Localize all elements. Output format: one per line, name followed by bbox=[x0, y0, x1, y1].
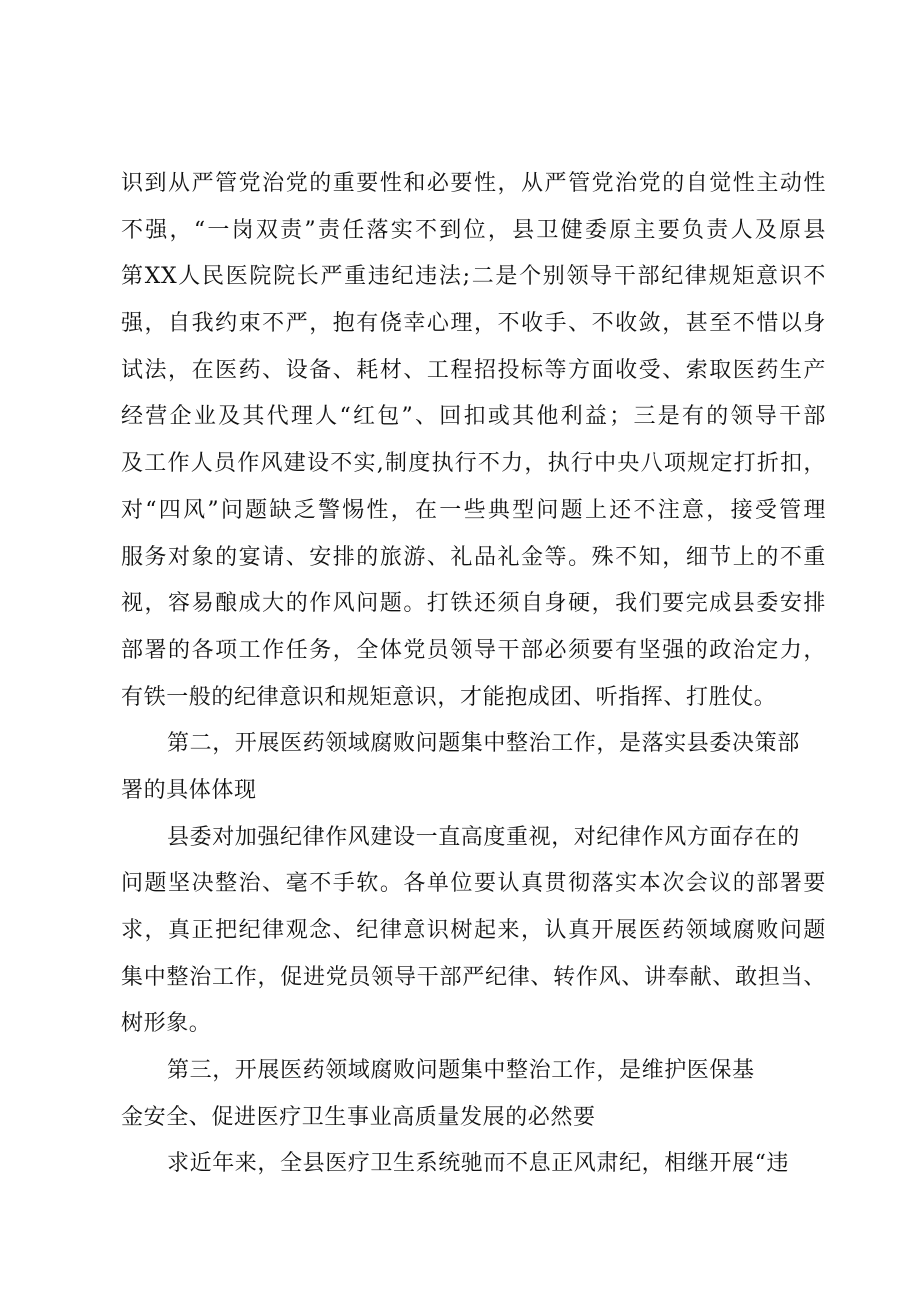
text-line: 经营企业及其代理人“红包”、回扣或其他利益；三是有的领导干部 bbox=[121, 404, 826, 430]
text-line: 第XX人民医院院长严重违纪违法;二是个别领导干部纪律规矩意识不 bbox=[121, 264, 826, 290]
text-line: 试法，在医药、设备、耗材、工程招投标等方面收受、索取医药生产 bbox=[121, 357, 826, 383]
text-line: 有铁一般的纪律意识和规矩意识，才能抱成团、听指挥、打胜仗。 bbox=[121, 684, 777, 710]
text-line: 部署的各项工作任务，全体党员领导干部必须要有坚强的政治定力， bbox=[121, 637, 826, 663]
text-line: 服务对象的宴请、安排的旅游、礼品礼金等。殊不知，细节上的不重 bbox=[121, 544, 826, 570]
text-line: 县委对加强纪律作风建设一直高度重视，对纪律作风方面存在的 bbox=[167, 824, 800, 850]
section-heading-line: 第二，开展医药领域腐败问题集中整治工作，是落实县委决策部 bbox=[167, 731, 800, 757]
text-line: 不强，“一岗双责”责任落实不到位，县卫健委原主要负责人及原县 bbox=[121, 217, 826, 243]
text-line: 求，真正把纪律观念、纪律意识树起来，认真开展医药领域腐败问题 bbox=[121, 918, 826, 943]
text-line: 集中整治工作，促进党员领导干部严纪律、转作风、讲奉献、敢担当、 bbox=[121, 964, 826, 990]
text-line: 问题坚决整治、毫不手软。各单位要认真贯彻落实本次会议的部署要 bbox=[121, 871, 826, 897]
text-line: 强，自我约束不严，抱有侥幸心理，不收手、不收敛，甚至不惜以身 bbox=[121, 311, 826, 337]
text-line: 识到从严管党治党的重要性和必要性，从严管党治党的自觉性主动性 bbox=[121, 171, 826, 196]
text-line: 对“四风”问题缺乏警惕性，在一些典型问题上还不注意，接受管理 bbox=[121, 497, 826, 523]
document-body bbox=[121, 161, 826, 1188]
text-line: 及工作人员作风建设不实,制度执行不力，执行中央八项规定打折扣， bbox=[121, 451, 826, 477]
text-line: 求近年来，全县医疗卫生系统驰而不息正风肃纪，相继开展“违 bbox=[167, 1151, 790, 1177]
text-line: 视，容易酿成大的作风问题。打铁还须自身硬，我们要完成县委安排 bbox=[121, 591, 826, 617]
section-heading-line: 署的具体体现 bbox=[121, 777, 257, 803]
section-heading-line: 金安全、促进医疗卫生事业高质量发展的必然要 bbox=[121, 1104, 596, 1130]
text-line: 树形象。 bbox=[121, 1011, 212, 1037]
section-heading-line: 第三，开展医药领域腐败问题集中整治工作，是维护医保基 bbox=[167, 1058, 755, 1084]
